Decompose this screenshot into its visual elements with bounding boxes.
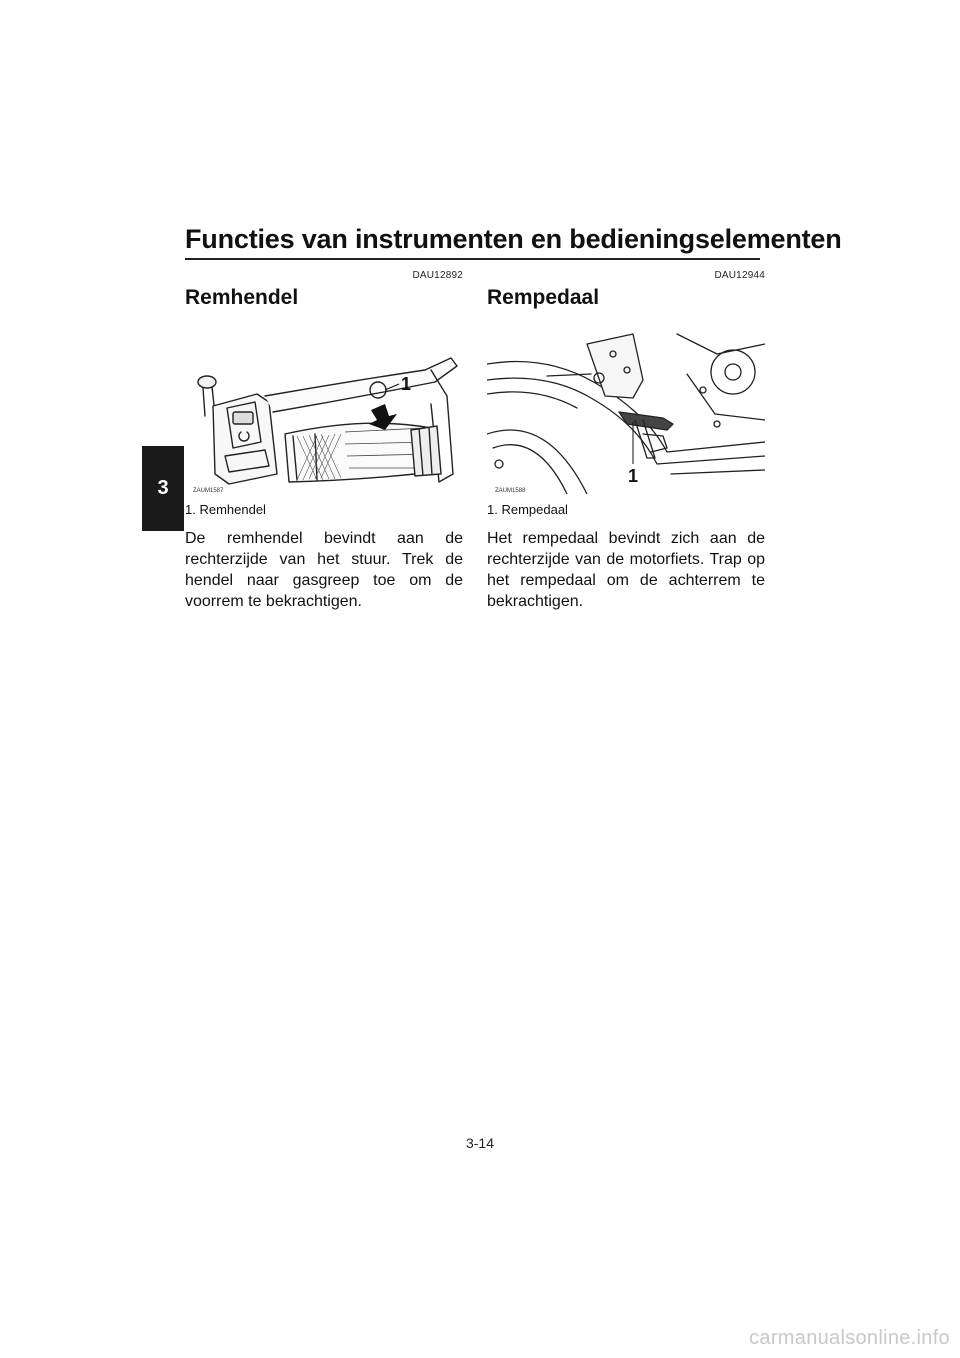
callout-number: 1 bbox=[628, 466, 639, 486]
brake-pedal-illustration bbox=[487, 324, 765, 494]
section-brake-lever bbox=[185, 270, 463, 612]
figure-code: ZAUM1587 bbox=[193, 488, 224, 494]
body-paragraph: Het rempedaal bevindt zich aan de rechterzijde van de motorfiets. Trap op het rempedaal om de achterrem te bekrachtigen. bbox=[487, 530, 765, 610]
section-title: Rempedaal bbox=[487, 286, 600, 309]
header-rule bbox=[185, 258, 760, 260]
page-header-title: Functies van instrumenten en bedieningselementen bbox=[185, 224, 842, 254]
figure-caption: 1. Remhendel bbox=[185, 502, 266, 517]
section-brake-pedal bbox=[487, 270, 765, 612]
figure-code: ZAUM1588 bbox=[495, 488, 526, 494]
figure-caption: 1. Rempedaal bbox=[487, 502, 568, 517]
body-paragraph: De remhendel bevindt aan de rechterzijde van het stuur. Trek de hendel naar gasgreep toe om de voorrem te bekrachtigen. bbox=[185, 530, 463, 610]
chapter-tab: 3 bbox=[142, 446, 184, 531]
section-code: DAU12892 bbox=[412, 270, 463, 281]
watermark: carmanualsonline.info bbox=[749, 1327, 950, 1349]
section-title: Remhendel bbox=[185, 286, 299, 309]
callout-number: 1 bbox=[401, 374, 412, 394]
page-number: 3-14 bbox=[465, 1135, 495, 1151]
brake-lever-illustration bbox=[185, 324, 463, 494]
section-code: DAU12944 bbox=[714, 270, 765, 281]
